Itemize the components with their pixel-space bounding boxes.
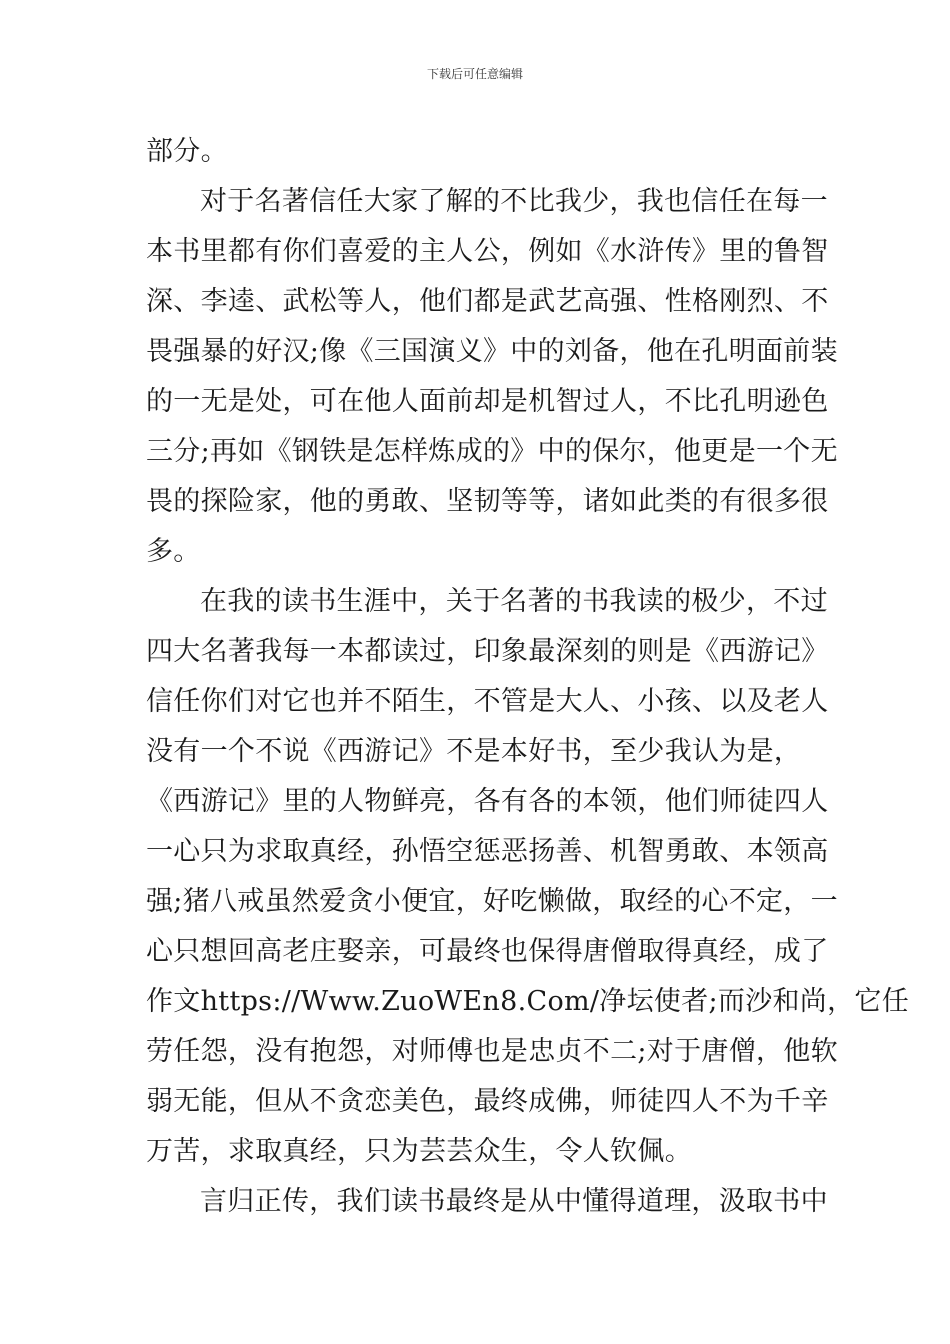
body-text [146,127,909,1227]
text-line: 深、李逵、武松等人，他们都是武艺高强、性格刚烈、不 [146,286,829,317]
text-line: 信任你们对它也并不陌生，不管是大人、小孩、以及老人 [146,686,829,717]
text-line: 本书里都有你们喜爱的主人公，例如《水浒传》里的鲁智 [146,236,829,267]
text-line: 四大名著我每一本都读过，印象最深刻的则是《西游记》 [146,636,829,667]
text-line: 部分。 [146,136,228,167]
text-line: 弱无能，但从不贪恋美色，最终成佛，师徒四人不为千辛 [146,1086,829,1117]
text-line: 三分;再如《钢铁是怎样炼成的》中的保尔，他更是一个无 [146,436,838,467]
page-header: 下载后可任意编辑 [426,67,523,81]
text-line: 的一无是处，可在他人面前却是机智过人，不比孔明逊色 [146,386,829,417]
text-line: 畏强暴的好汉;像《三国演义》中的刘备，他在孔明面前装 [146,336,838,367]
text-line: 没有一个不说《西游记》不是本好书，至少我认为是， [146,736,802,767]
text-line: 对于名著信任大家了解的不比我少，我也信任在每一 [200,186,828,217]
text-line: 《西游记》里的人物鲜亮，各有各的本领，他们师徒四人 [146,786,829,817]
text-line: 作文https://Www.ZuoWEn8.Com/净坛使者;而沙和尚，它任 [146,986,909,1017]
text-line: 畏的探险家，他的勇敢、坚韧等等，诸如此类的有很多很 [146,486,829,517]
text-line: 强;猪八戒虽然爱贪小便宜，好吃懒做，取经的心不定，一 [146,886,838,917]
text-line: 万苦，求取真经，只为芸芸众生，令人钦佩。 [146,1136,692,1167]
text-line: 一心只为求取真经，孙悟空惩恶扬善、机智勇敢、本领高 [146,836,829,867]
text-line: 心只想回高老庄娶亲，可最终也保得唐僧取得真经，成了 [146,936,829,967]
text-line: 劳任怨，没有抱怨，对师傅也是忠贞不二;对于唐僧，他软 [146,1036,838,1067]
text-line: 在我的读书生涯中，关于名著的书我读的极少，不过 [200,586,828,617]
text-line: 多。 [146,536,201,567]
text-line: 言归正传，我们读书最终是从中懂得道理，汲取书中 [200,1186,828,1217]
